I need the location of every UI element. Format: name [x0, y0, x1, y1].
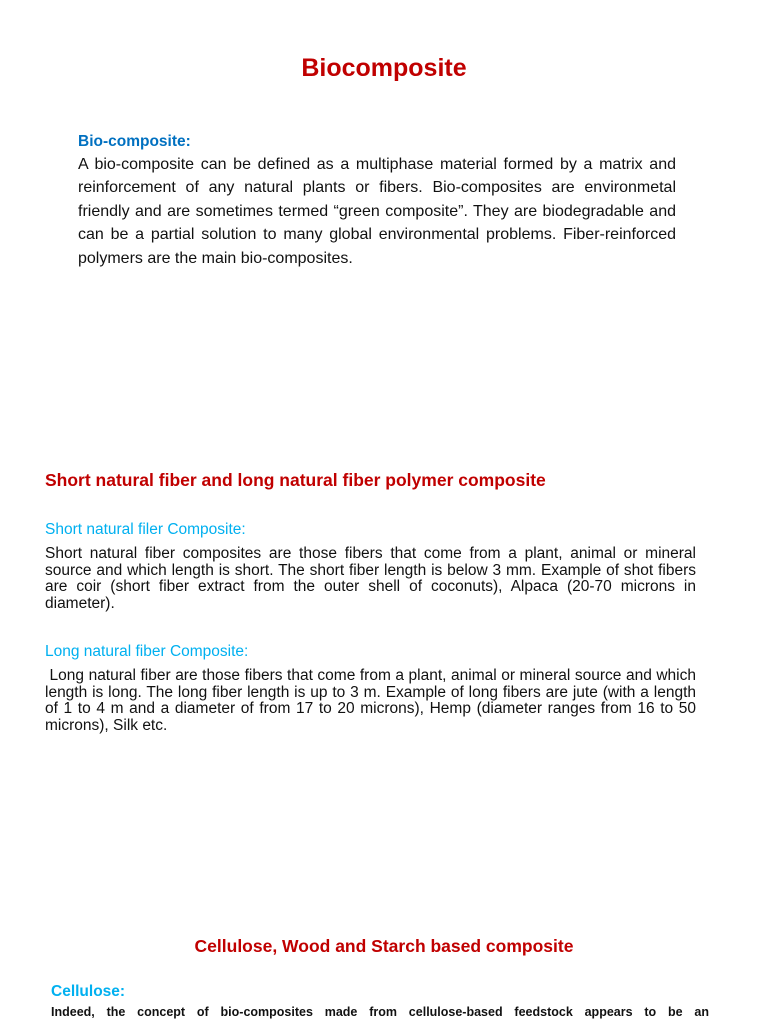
- bio-composite-paragraph: A bio-composite can be defined as a multiphase material formed by a matrix and reinforcement of any natural plants or fibers. Bio-composites are environmetal friendly and are sometimes termed “green composite”. They are biodegradable and can be a partial solution to many global environmental problems. Fiber-reinforced polymers are the main bio-composites.: [78, 156, 676, 267]
- long-fiber-paragraph: Long natural fiber are those fibers that come from a plant, animal or mineral source and which length is long. The long fiber length is up to 3 m. Example of long fibers are jute (with a length of 1 to 4 m and a diameter of from 17 to 20 microns), Hemp (diameter ranges from 16 to 50 microns), Silk etc.: [45, 667, 701, 734]
- short-fiber-paragraph: Short natural fiber composites are those fibers that come from a plant, animal or mineral source and which length is short. The short fiber length is below 3 mm. Example of shot fibers are coir (short fiber extract from the outer shell of coconuts), Alpaca (20-70 microns in diameter).: [45, 545, 696, 612]
- short-fiber-heading: Short natural filer Composite:: [45, 521, 246, 538]
- long-fiber-heading: Long natural fiber Composite:: [45, 643, 249, 660]
- bio-composite-heading: Bio-composite:: [78, 133, 191, 150]
- cellulose-section-heading: Cellulose, Wood and Starch based composite: [194, 936, 574, 956]
- fiber-section-heading: Short natural fiber and long natural fiber polymer composite: [45, 470, 546, 490]
- cellulose-paragraph: Indeed, the concept of bio-composites made from cellulose-based feedstock appears to be an: [51, 1005, 709, 1019]
- cellulose-heading: Cellulose:: [51, 983, 126, 1000]
- page-title: Biocomposite: [301, 54, 467, 82]
